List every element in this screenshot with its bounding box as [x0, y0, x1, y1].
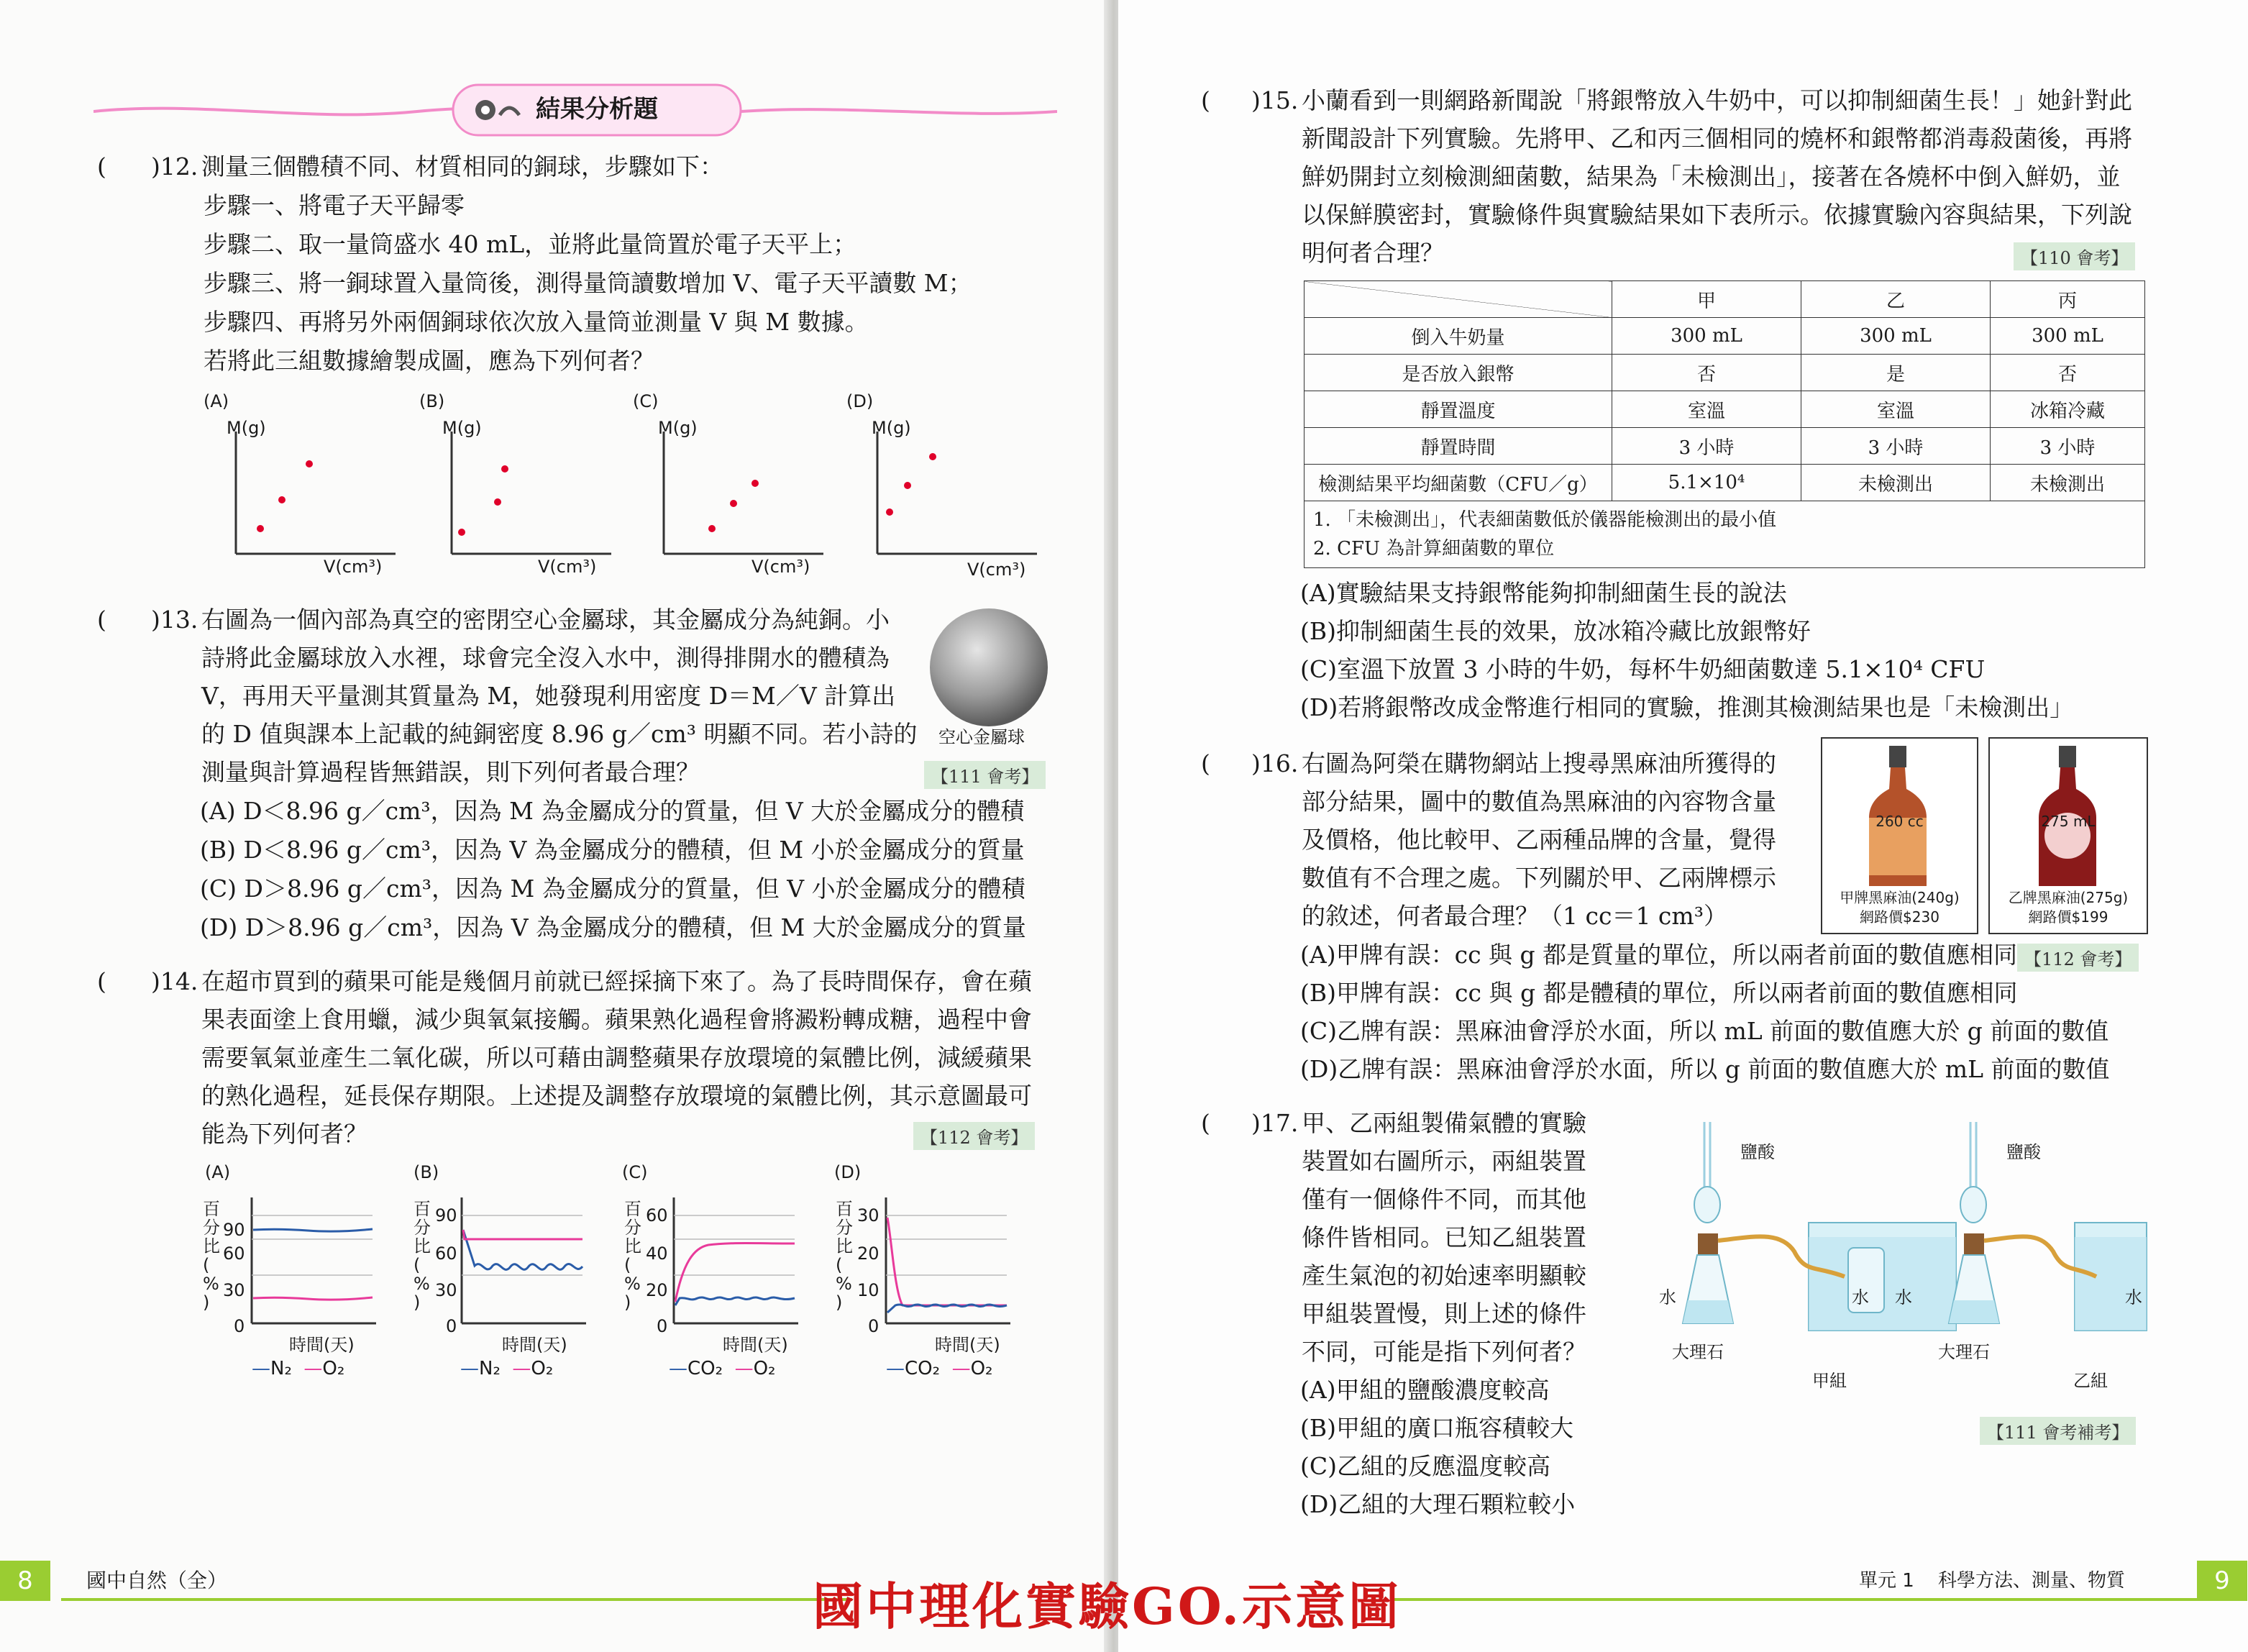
gas-apparatus-diagram	[1650, 1108, 2154, 1381]
q15-option-d[interactable]: (D)若將銀幣改成金幣進行相同的實驗，推測其檢測結果也是「未檢測出」	[1300, 693, 2074, 721]
option-label: (A)	[205, 1162, 231, 1182]
q16-line: 右圖為阿榮在購物網站上搜尋黑麻油所獲得的	[1302, 749, 1776, 777]
label-water: 水	[2125, 1287, 2142, 1308]
y-axis-label: M(g)	[227, 418, 266, 438]
y-tick: 30	[223, 1280, 245, 1300]
option-label: (D)	[846, 391, 874, 411]
q15-line: 以保鮮膜密封，實驗條件與實驗結果如下表所示。依據實驗內容與結果，下列說	[1302, 201, 2132, 229]
q13-option-b[interactable]: (B) D＜8.96 g／cm³，因為 V 為金屬成分的體積，但 M 小於金屬成分的質量	[200, 836, 1025, 864]
q16-line: 的敘述，何者最合理？（1 cc＝1 cm³）	[1302, 902, 1727, 930]
q13-exam-tag: 【111 會考】	[924, 761, 1046, 789]
row-label: 倒入牛奶量	[1305, 318, 1612, 355]
table-cell: 冰箱冷藏	[1991, 391, 2145, 428]
y-axis-label: 百 分 比 ( % )	[203, 1199, 220, 1313]
row-label: 靜置溫度	[1305, 391, 1612, 428]
y-tick: 20	[857, 1243, 879, 1264]
q13-option-d[interactable]: (D) D＞8.96 g／cm³，因為 V 為金屬成分的體積，但 M 大於金屬成分的質量	[200, 913, 1026, 941]
table-note: 1. 「未檢測出」，代表細菌數低於儀器能檢測出的最小值	[1313, 509, 1777, 531]
q16-option-c[interactable]: (C)乙牌有誤：黑麻油會浮於水面，所以 mL 前面的數值應大於 g 前面的數值	[1300, 1017, 2109, 1045]
label-acid-b: 鹽酸	[2006, 1142, 2041, 1162]
bottle-volume-label: 275 mL	[2041, 813, 2096, 830]
table-notes	[1305, 501, 2145, 568]
table-cell: 室溫	[1801, 391, 1991, 428]
q15-exam-tag: 【110 會考】	[2014, 242, 2135, 270]
table-cell: 未檢測出	[1801, 465, 1991, 501]
q14-answer-paren[interactable]: (	[97, 967, 106, 995]
q15-option-c[interactable]: (C)室溫下放置 3 小時的牛奶，每杯牛奶細菌數達 5.1×10⁴ CFU	[1300, 655, 1986, 683]
left-page-number: 8	[0, 1561, 50, 1601]
option-label: (C)	[633, 391, 659, 411]
q17-line: 甲、乙兩組製備氣體的實驗	[1302, 1109, 1586, 1137]
x-axis-label: V(cm³)	[751, 557, 810, 577]
table-corner-cell	[1305, 281, 1612, 318]
table-cell: 室溫	[1612, 391, 1801, 428]
table-cell: 5.1×10⁴	[1612, 465, 1801, 501]
sphere-caption: 空心金屬球	[938, 727, 1025, 747]
q13-answer-paren[interactable]: (	[97, 606, 106, 634]
table-header-cell: 乙	[1801, 281, 1991, 318]
q13-option-a[interactable]: (A) D＜8.96 g／cm³，因為 M 為金屬成分的質量，但 V 大於金屬成分的體積	[200, 797, 1025, 825]
table-header-cell: 丙	[1991, 281, 2145, 318]
q14-line: 需要氧氣並產生二氧化碳，所以可藉由調整蘋果存放環境的氣體比例，減緩蘋果	[201, 1044, 1032, 1072]
table-cell: 300 mL	[1612, 318, 1801, 355]
product-price: 網路價$230	[1860, 908, 1939, 926]
q14-line: 果表面塗上食用蠟，減少與氧氣接觸。蘋果熟化過程會將澱粉轉成糖，過程中會	[201, 1005, 1032, 1033]
experiment-table	[1304, 280, 2145, 568]
row-label: 是否放入銀幣	[1305, 355, 1612, 391]
y-axis-label: M(g)	[872, 418, 911, 438]
q16-number: )16.	[1251, 749, 1299, 777]
q13-line: 的 D 值與課本上記載的純銅密度 8.96 g／cm³ 明顯不同。若小詩的	[201, 720, 918, 748]
label-water: 水	[1895, 1287, 1912, 1308]
q16-option-a[interactable]: (A)甲牌有誤：cc 與 g 都是質量的單位，所以兩者前面的數值應相同	[1300, 941, 2018, 969]
q17-exam-tag: 【111 會考補考】	[1980, 1417, 2136, 1445]
label-group-b: 乙組	[2073, 1371, 2108, 1391]
y-axis-label: M(g)	[658, 418, 698, 438]
left-footer-title: 國中自然（全）	[86, 1569, 228, 1592]
y-tick: 60	[435, 1243, 457, 1264]
chart-legend: —N₂ —O₂	[252, 1358, 345, 1379]
q15-line: 鮮奶開封立刻檢測細菌數，結果為「未檢測出」，接著在各燒杯中倒入鮮奶，並	[1302, 163, 2121, 191]
q13-line: 右圖為一個內部為真空的密閉空心金屬球，其金屬成分為純銅。小	[201, 606, 890, 634]
row-label: 靜置時間	[1305, 428, 1612, 465]
watermark-caption: 國中理化實驗GO.示意圖	[813, 1576, 1402, 1636]
left-page	[0, 0, 1111, 1652]
q12-step: 步驟二、取一量筒盛水 40 mL，並將此量筒置於電子天平上；	[204, 230, 857, 258]
footer-rule	[1392, 1598, 2197, 1601]
unit-label: 單元 1	[1859, 1570, 1914, 1592]
q13-option-c[interactable]: (C) D＞8.96 g／cm³，因為 M 為金屬成分的質量，但 V 小於金屬成分的體積	[200, 875, 1025, 903]
table-cell: 3 小時	[1991, 428, 2145, 465]
apparatus-group-b	[1949, 1122, 2147, 1331]
q12-step: 步驟一、將電子天平歸零	[204, 191, 465, 219]
table-header-cell: 甲	[1612, 281, 1801, 318]
y-tick: 40	[646, 1243, 668, 1264]
row-label: 檢測結果平均細菌數（CFU／g）	[1305, 465, 1612, 501]
q12-step: 步驟三、將一銅球置入量筒後，測得量筒讀數增加 V、電子天平讀數 M；	[204, 269, 972, 297]
bottle-volume-label: 260 cc	[1875, 813, 1924, 830]
q12-number: )12.	[151, 152, 198, 181]
q14-line: 在超市買到的蘋果可能是幾個月前就已經採摘下來了。為了長時間保存，會在蘋	[201, 967, 1032, 995]
apparatus-group-a	[1683, 1122, 1956, 1331]
table-cell: 3 小時	[1801, 428, 1991, 465]
y-tick: 0	[234, 1316, 245, 1336]
y-axis-label: 百 分 比 ( % )	[413, 1199, 431, 1313]
table-note: 2. CFU 為計算細菌數的單位	[1313, 538, 1555, 560]
q14-exam-tag: 【112 會考】	[913, 1122, 1035, 1150]
q17-line: 條件皆相同。已知乙組裝置	[1302, 1223, 1586, 1251]
y-tick: 30	[435, 1280, 457, 1300]
right-page-number: 9	[2197, 1561, 2247, 1601]
y-tick: 0	[868, 1316, 879, 1336]
q14-line: 能為下列何者？	[201, 1120, 367, 1148]
x-axis-label: 時間(天)	[935, 1335, 1000, 1355]
q13-line: V，再用天平量測其質量為 M，她發現利用密度 D＝M／V 計算出	[201, 682, 896, 710]
q17-line: 甲組裝置慢，則上述的條件	[1302, 1300, 1586, 1328]
q16-answer-paren[interactable]: (	[1201, 749, 1210, 777]
product-price: 網路價$199	[2028, 908, 2108, 926]
product-name: 甲牌黑麻油(240g)	[1840, 889, 1960, 906]
y-axis-label: 百 分 比 ( % )	[836, 1199, 853, 1313]
table-row	[1305, 355, 2145, 391]
product-card-a[interactable]	[1821, 737, 1978, 934]
y-tick: 90	[435, 1205, 457, 1226]
y-tick: 0	[446, 1316, 457, 1336]
q16-option-d[interactable]: (D)乙牌有誤：黑麻油會浮於水面，所以 g 前面的數值應大於 mL 前面的數值	[1300, 1055, 2110, 1083]
label-marble: 大理石	[1672, 1342, 1724, 1362]
x-axis-label: V(cm³)	[967, 560, 1026, 580]
q15-answer-paren[interactable]: (	[1201, 86, 1210, 114]
q15-line: 明何者合理？	[1302, 239, 1444, 267]
q13-line: 詩將此金屬球放入水裡，球會完全沒入水中，測得排開水的體積為	[201, 644, 890, 672]
table-row	[1305, 391, 2145, 428]
table-header-row	[1305, 281, 2145, 318]
y-tick: 20	[646, 1280, 668, 1300]
hollow-metal-sphere-image	[928, 604, 1057, 734]
q16-line: 及價格，他比較甲、乙兩種品牌的含量，覺得	[1302, 826, 1776, 854]
q17-option-d[interactable]: (D)乙組的大理石顆粒較小	[1300, 1490, 1576, 1518]
chart-legend: —CO₂ —O₂	[886, 1358, 993, 1379]
table-row	[1305, 318, 2145, 355]
q17-line: 不同，可能是指下列何者？	[1302, 1338, 1586, 1366]
option-label: (C)	[622, 1162, 648, 1182]
q17-option-a[interactable]: (A)甲組的鹽酸濃度較高	[1300, 1376, 1550, 1404]
table-cell: 300 mL	[1801, 318, 1991, 355]
table-row	[1305, 428, 2145, 465]
label-acid-a: 鹽酸	[1740, 1142, 1775, 1162]
y-axis-label: M(g)	[442, 418, 482, 438]
unit-title: 科學方法、測量、物質	[1938, 1570, 2126, 1592]
x-axis-label: 時間(天)	[723, 1335, 788, 1355]
q16-exam-tag: 【112 會考】	[2017, 944, 2139, 972]
option-label: (A)	[204, 391, 229, 411]
q13-line: 測量與計算過程皆無錯誤，則下列何者最合理？	[201, 758, 700, 786]
chart-legend: —CO₂ —O₂	[669, 1358, 776, 1379]
table-cell: 未檢測出	[1991, 465, 2145, 501]
q13-number: )13.	[151, 606, 198, 634]
q15-option-a[interactable]: (A)實驗結果支持銀幣能夠抑制細菌生長的說法	[1300, 579, 1787, 607]
table-cell: 3 小時	[1612, 428, 1801, 465]
q17-number: )17.	[1251, 1109, 1299, 1137]
q15-line: 小蘭看到一則網路新聞說「將銀幣放入牛奶中，可以抑制細菌生長！」她針對此	[1302, 86, 2132, 114]
table-cell: 否	[1612, 355, 1801, 391]
y-tick: 90	[223, 1220, 245, 1240]
y-tick: 10	[857, 1280, 879, 1300]
option-label: (B)	[413, 1162, 439, 1182]
q15-number: )15.	[1251, 86, 1299, 114]
q17-line: 裝置如右圖所示，兩組裝置	[1302, 1147, 1586, 1175]
table-cell: 300 mL	[1991, 318, 2145, 355]
table-cell: 是	[1801, 355, 1991, 391]
q17-line: 僅有一個條件不同，而其他	[1302, 1185, 1586, 1213]
q15-line: 新聞設計下列實驗。先將甲、乙和丙三個相同的燒杯和銀幣都消毒殺菌後，再將	[1302, 124, 2132, 152]
q12-question: 若將此三組數據繪製成圖，應為下列何者？	[204, 347, 654, 375]
q16-option-b[interactable]: (B)甲牌有誤：cc 與 g 都是體積的單位，所以兩者前面的數值應相同	[1300, 979, 2018, 1007]
product-name: 乙牌黑麻油(275g)	[2008, 889, 2129, 906]
table-cell: 否	[1991, 355, 2145, 391]
option-label: (B)	[419, 391, 445, 411]
section-title: 結果分析題	[536, 95, 658, 124]
x-axis-label: V(cm³)	[538, 557, 597, 577]
label-marble: 大理石	[1938, 1342, 1990, 1362]
q12-answer-paren[interactable]: (	[97, 152, 106, 181]
x-axis-label: 時間(天)	[289, 1335, 355, 1355]
y-tick: 0	[657, 1316, 668, 1336]
footer-rule	[61, 1598, 852, 1601]
q12-step: 步驟四、再將另外兩個銅球依次放入量筒並測量 V 與 M 數據。	[204, 308, 869, 336]
y-tick: 60	[646, 1205, 668, 1226]
option-label: (D)	[834, 1162, 862, 1182]
label-water: 水	[1852, 1287, 1869, 1308]
chart-legend: —N₂ —O₂	[460, 1358, 554, 1379]
q15-option-b[interactable]: (B)抑制細菌生長的效果，放冰箱冷藏比放銀幣好	[1300, 617, 1811, 645]
label-water: 水	[1659, 1287, 1676, 1308]
q16-line: 部分結果，圖中的數值為黑麻油的內容物含量	[1302, 788, 1776, 816]
table-notes-row	[1305, 501, 2145, 568]
y-tick: 30	[857, 1205, 879, 1226]
q17-option-b[interactable]: (B)甲組的廣口瓶容積較大	[1300, 1414, 1573, 1442]
product-card-b[interactable]	[1988, 737, 2148, 934]
y-axis-label: 百 分 比 ( % )	[624, 1199, 641, 1313]
q14-line: 的熟化過程，延長保存期限。上述提及調整存放環境的氣體比例，其示意圖最可	[201, 1082, 1032, 1110]
q12-stem: 測量三個體積不同、材質相同的銅球，步驟如下：	[201, 152, 723, 181]
table-row	[1305, 465, 2145, 501]
q17-option-c[interactable]: (C)乙組的反應溫度較高	[1300, 1452, 1550, 1480]
y-tick: 60	[223, 1243, 245, 1264]
q14-number: )14.	[151, 967, 198, 995]
x-axis-label: V(cm³)	[324, 557, 383, 577]
right-page	[1118, 0, 2248, 1652]
q16-line: 數值有不合理之處。下列關於甲、乙兩牌標示	[1302, 864, 1776, 892]
q17-line: 產生氣泡的初始速率明顯較	[1302, 1261, 1586, 1290]
x-axis-label: 時間(天)	[502, 1335, 567, 1355]
label-group-a: 甲組	[1812, 1371, 1847, 1391]
q17-answer-paren[interactable]: (	[1201, 1109, 1210, 1137]
